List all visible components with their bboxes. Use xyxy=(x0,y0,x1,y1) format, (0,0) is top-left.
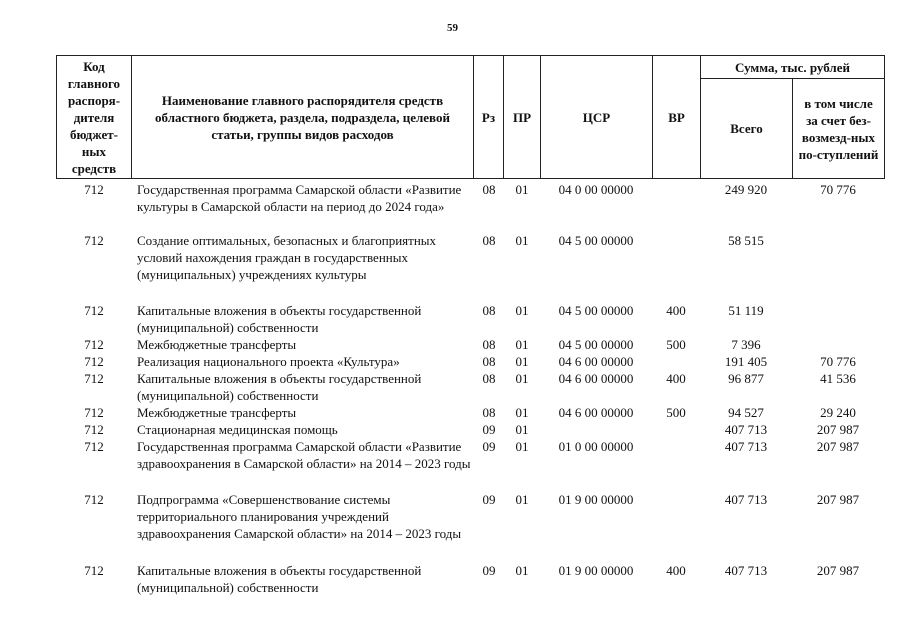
header-non-repayable: в том числе за счет без-возмезд-ных по-ступлений xyxy=(792,78,885,179)
cell-code: 712 xyxy=(84,492,104,507)
cell-total: 94 527 xyxy=(728,405,764,420)
cell-pr: 01 xyxy=(515,492,529,507)
cell-pr: 01 xyxy=(515,563,529,578)
header-pr: ПР xyxy=(503,55,541,179)
cell-code: 712 xyxy=(84,371,104,386)
header-total: Всего xyxy=(700,78,793,179)
cell-non-repayable: 207 987 xyxy=(816,492,860,507)
cell-non-repayable: 207 987 xyxy=(816,563,860,578)
cell-code: 712 xyxy=(84,233,104,248)
cell-rz: 08 xyxy=(482,233,496,248)
cell-pr: 01 xyxy=(515,182,529,197)
cell-name: Государственная программа Самарской области «Развитие здравоохранения в Самарской области» на 2014 – 2023 годы xyxy=(137,439,471,471)
cell-total: 7 396 xyxy=(731,337,761,352)
cell-code: 712 xyxy=(84,182,104,197)
cell-vr: 400 xyxy=(666,371,686,386)
header-rz: Рз xyxy=(473,55,504,179)
cell-name: Реализация национального проекта «Культура» xyxy=(137,354,400,369)
cell-total: 51 119 xyxy=(728,303,764,318)
cell-name: Создание оптимальных, безопасных и благоприятных условий нахождения граждан в государственных (муниципальных) учреждениях культуры xyxy=(137,233,437,282)
cell-rz: 08 xyxy=(482,337,496,352)
header-sum: Сумма, тыс. рублей xyxy=(700,55,885,79)
cell-pr: 01 xyxy=(515,405,529,420)
cell-csr: 04 6 00 00000 xyxy=(558,371,634,386)
header-csr: ЦСР xyxy=(540,55,653,179)
cell-rz: 08 xyxy=(482,354,496,369)
cell-pr: 01 xyxy=(515,354,529,369)
page-number: 59 xyxy=(447,22,458,34)
cell-code: 712 xyxy=(84,337,104,352)
cell-total: 407 713 xyxy=(724,422,768,437)
cell-pr: 01 xyxy=(515,303,529,318)
cell-total: 407 713 xyxy=(724,492,768,507)
cell-name: Капитальные вложения в объекты государственной (муниципальной) собственности xyxy=(137,563,422,595)
cell-pr: 01 xyxy=(515,439,529,454)
cell-code: 712 xyxy=(84,563,104,578)
cell-pr: 01 xyxy=(515,337,529,352)
cell-name: Подпрограмма «Совершенствование системы территориального планирования учреждений здравоохранения Самарской области» на 2014 – 2023 годы xyxy=(137,492,462,541)
cell-pr: 01 xyxy=(515,371,529,386)
cell-csr: 04 0 00 00000 xyxy=(558,182,634,197)
cell-csr: 04 5 00 00000 xyxy=(558,233,634,248)
cell-vr: 400 xyxy=(666,303,686,318)
cell-csr: 01 0 00 00000 xyxy=(558,439,634,454)
cell-total: 249 920 xyxy=(724,182,768,197)
cell-non-repayable: 70 776 xyxy=(820,182,856,197)
cell-pr: 01 xyxy=(515,422,529,437)
cell-code: 712 xyxy=(84,303,104,318)
cell-csr: 04 6 00 00000 xyxy=(558,354,634,369)
cell-vr: 500 xyxy=(666,405,686,420)
cell-total: 96 877 xyxy=(728,371,764,386)
cell-name: Капитальные вложения в объекты государственной (муниципальной) собственности xyxy=(137,371,422,403)
cell-vr: 400 xyxy=(666,563,686,578)
cell-name: Межбюджетные трансферты xyxy=(137,337,297,352)
cell-code: 712 xyxy=(84,439,104,454)
cell-name: Капитальные вложения в объекты государственной (муниципальной) собственности xyxy=(137,303,422,335)
cell-non-repayable: 70 776 xyxy=(820,354,856,369)
cell-rz: 09 xyxy=(482,422,496,437)
cell-code: 712 xyxy=(84,354,104,369)
header-name: Наименование главного распорядителя средств областного бюджета, раздела, подраздела, целевой статьи, группы видов расходов xyxy=(131,55,474,179)
cell-csr: 04 5 00 00000 xyxy=(558,337,634,352)
cell-non-repayable: 41 536 xyxy=(820,371,856,386)
cell-name: Межбюджетные трансферты xyxy=(137,405,297,420)
cell-non-repayable: 207 987 xyxy=(816,439,860,454)
cell-pr: 01 xyxy=(515,233,529,248)
cell-code: 712 xyxy=(84,405,104,420)
cell-rz: 08 xyxy=(482,405,496,420)
cell-rz: 09 xyxy=(482,563,496,578)
cell-name: Стационарная медицинская помощь xyxy=(137,422,338,437)
cell-non-repayable: 207 987 xyxy=(816,422,860,437)
cell-csr: 04 5 00 00000 xyxy=(558,303,634,318)
cell-vr: 500 xyxy=(666,337,686,352)
cell-csr: 04 6 00 00000 xyxy=(558,405,634,420)
cell-non-repayable: 29 240 xyxy=(820,405,856,420)
cell-name: Государственная программа Самарской области «Развитие культуры в Самарской области на период до 2024 года» xyxy=(137,182,462,214)
cell-rz: 09 xyxy=(482,439,496,454)
cell-total: 191 405 xyxy=(724,354,768,369)
cell-total: 407 713 xyxy=(724,563,768,578)
header-code: Код главного распоря-дителя бюджет-ных средств xyxy=(56,55,132,179)
cell-rz: 08 xyxy=(482,371,496,386)
cell-rz: 08 xyxy=(482,303,496,318)
cell-total: 58 515 xyxy=(728,233,764,248)
cell-rz: 09 xyxy=(482,492,496,507)
header-vr: ВР xyxy=(652,55,701,179)
cell-rz: 08 xyxy=(482,182,496,197)
cell-csr: 01 9 00 00000 xyxy=(558,563,634,578)
cell-code: 712 xyxy=(84,422,104,437)
cell-total: 407 713 xyxy=(724,439,768,454)
cell-csr: 01 9 00 00000 xyxy=(558,492,634,507)
